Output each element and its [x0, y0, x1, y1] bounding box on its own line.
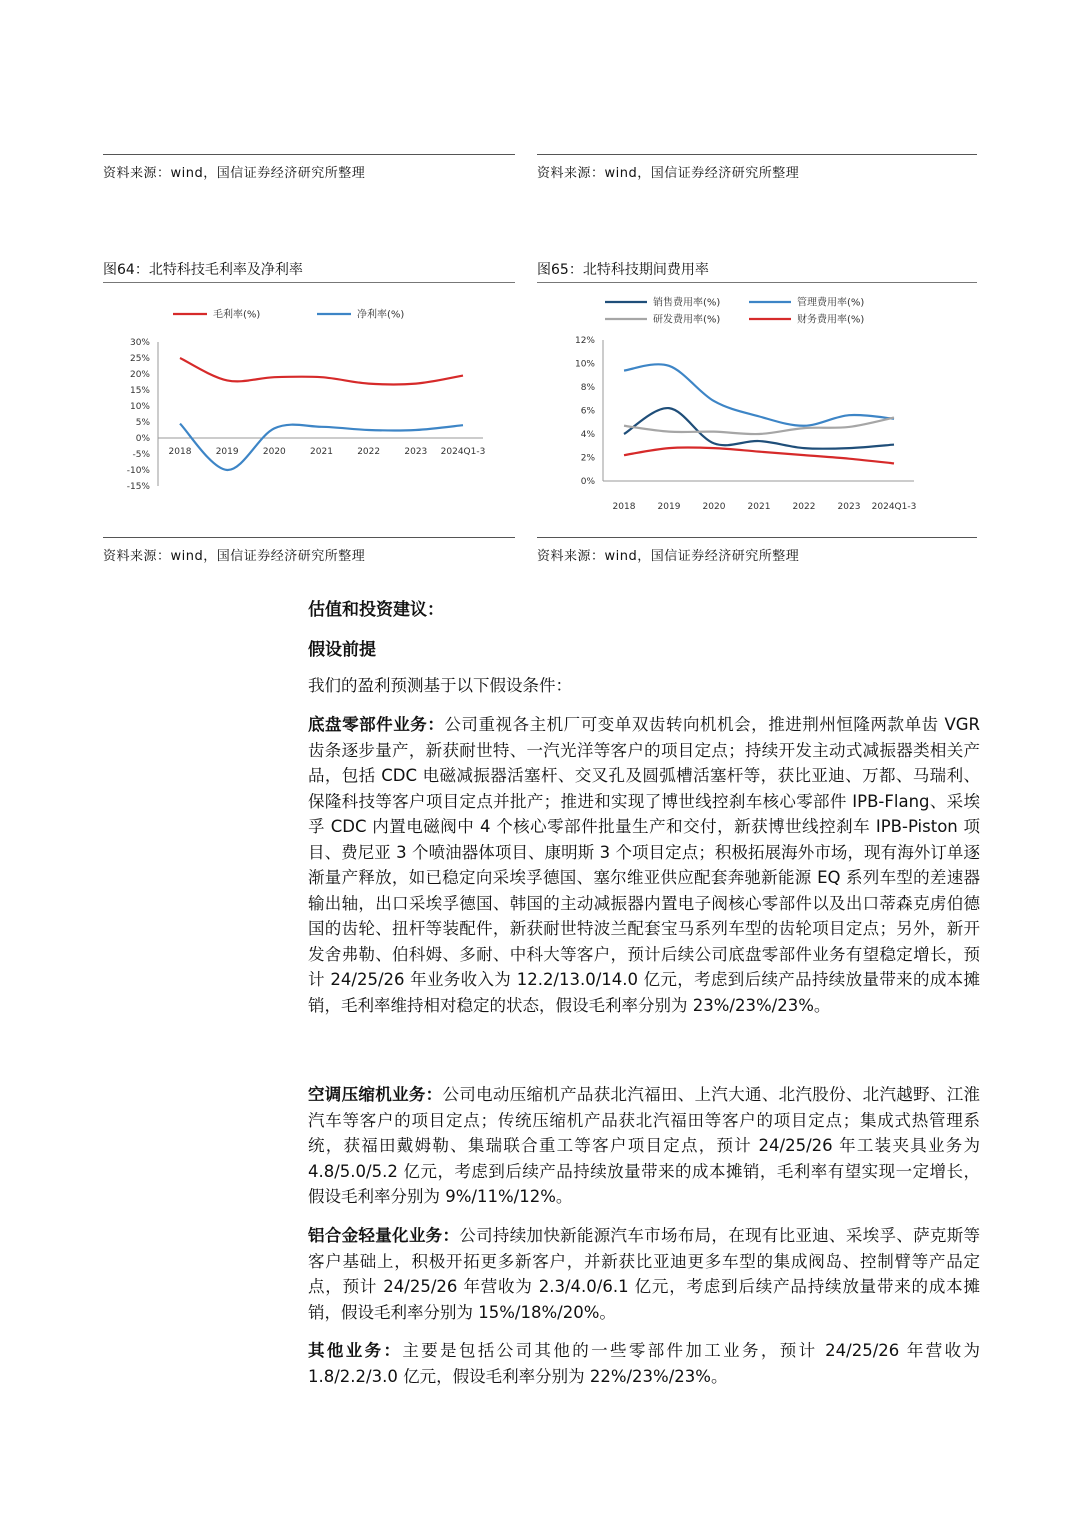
series-line — [624, 418, 894, 435]
top-left-source: 资料来源：wind，国信证券经济研究所整理 — [103, 166, 366, 181]
y-tick-label: 10% — [129, 402, 150, 412]
y-tick-label: 25% — [129, 354, 150, 364]
bottom-right-source: 资料来源：wind，国信证券经济研究所整理 — [537, 549, 800, 564]
x-tick-label: 2024Q1-3 — [440, 447, 486, 457]
paragraph-aluminum — [308, 1223, 980, 1325]
x-tick-label: 2019 — [657, 502, 681, 512]
paragraph-other-text: 主要是包括公司其他的一些零部件加工业务，预计 24/25/26 年营收为 1.8/2.2/3.0 亿元，假设毛利率分别为 22%/23%/23%。 — [308, 1341, 980, 1386]
legend-label: 销售费用率(%) — [653, 297, 721, 309]
series-line — [624, 447, 894, 463]
paragraph-chassis — [308, 712, 980, 1018]
y-tick-label: 4% — [580, 430, 595, 440]
x-tick-label: 2022 — [792, 502, 816, 512]
x-tick-label: 2020 — [702, 502, 726, 512]
y-tick-label: -10% — [126, 466, 150, 476]
y-tick-label: 6% — [580, 406, 595, 417]
y-tick-label: 15% — [129, 386, 150, 396]
paragraph-aluminum-text: 公司持续加快新能源汽车市场布局，在现有比亚迪、采埃孚、萨克斯等客户基础上，积极开拓更多新客户，并新获比亚迪更多车型的集成阀岛、控制臂等产品定点，预计 24/25/26 年营收为 2.3/4.0/6.1 亿元，考虑到后续产品持续放量带来的成本摊销，假设毛利率分别为 15%/18%/20%。 — [308, 1226, 981, 1322]
section-heading-assumptions: 假设前提 — [308, 640, 376, 660]
y-tick-label: 30% — [129, 338, 150, 348]
x-tick-label: 2023 — [837, 502, 861, 512]
figure-65-title: 图65：北特科技期间费用率 — [537, 262, 709, 278]
x-tick-label: 2023 — [404, 447, 428, 457]
x-tick-label: 2018 — [612, 502, 636, 512]
intro-text: 我们的盈利预测基于以下假设条件： — [308, 676, 572, 695]
bottom-left-source: 资料来源：wind，国信证券经济研究所整理 — [103, 549, 366, 564]
y-tick-label: 0% — [580, 477, 595, 487]
y-tick-label: 5% — [135, 418, 150, 428]
paragraph-compressor-text: 公司电动压缩机产品获北汽福田、上汽大通、北汽股份、北汽越野、江淮汽车等客户的项目定点；传统压缩机产品获北汽福田等客户的项目定点；集成式热管理系统，获福田戴姆勒、集瑞联合重工等客户项目定点，预计 24/25/26 年工装夹具业务为 4.8/5.0/5.2 亿元，考虑到后续产品持续放量带来的成本摊销，毛利率有望实现一定增长，假设毛利率分别为 9%/11%/12%。 — [308, 1085, 981, 1206]
paragraph-compressor — [308, 1082, 980, 1210]
y-tick-label: 8% — [580, 383, 595, 393]
legend-label: 管理费用率(%) — [797, 297, 865, 309]
x-tick-label: 2019 — [215, 447, 239, 457]
series-line — [180, 358, 463, 385]
margin-line-chart — [103, 290, 515, 530]
x-tick-label: 2021 — [747, 502, 771, 512]
figure-65-title-rule — [537, 282, 977, 283]
y-tick-label: 20% — [129, 370, 150, 380]
paragraph-other-lead: 其他业务： — [308, 1341, 403, 1360]
legend-label: 研发费用率(%) — [653, 314, 721, 326]
y-tick-label: 12% — [574, 336, 595, 346]
x-tick-label: 2021 — [310, 447, 333, 457]
top-left-source-rule — [103, 154, 515, 155]
top-right-source: 资料来源：wind，国信证券经济研究所整理 — [537, 166, 800, 181]
paragraph-aluminum-lead: 铝合金轻量化业务： — [308, 1226, 460, 1245]
section-heading-valuation: 估值和投资建议： — [308, 600, 444, 620]
y-tick-label: 10% — [574, 359, 595, 370]
legend-label: 毛利率(%) — [213, 309, 261, 321]
paragraph-chassis-text: 公司重视各主机厂可变单双齿转向机机会，推进荆州恒隆两款单齿 VGR 齿条逐步量产，新获耐世特、一汽光洋等客户的项目定点；持续开发主动式减振器类相关产品，包括 CDC 电磁减振器活塞杆、交叉孔及圆弧槽活塞杆等，获比亚迪、万都、马瑞利、保隆科技等客户项目定点并批产；推进和实现了博世线控刹车核心零部件 IPB-Flang、采埃孚 CDC 内置电磁阀中 4 个核心零部件批量生产和交付，新获博世线控刹车 IPB-Piston 项目、费尼亚 3 个喷油器体项目、康明斯 3 个项目定点；积极拓展海外市场，现有海外订单逐渐量产释放，如已稳定向采埃孚德国、塞尔维亚供应配套奔驰新能源 EQ 系列车型的差速器输出轴，出口采埃孚德国、韩国的主动减振器内置电子阀核心零部件以及出口蒂森克虏伯德国的齿轮、扭杆等装配件，新获耐世特波兰配套宝马系列车型的齿轮项目定点；另外，新开发舍弗勒、伯科姆、多耐、中科大等客户，预计后续公司底盘零部件业务有望稳定增长，预计 24/25/26 年业务收入为 12.2/13.0/14.0 亿元，考虑到后续产品持续放量带来的成本摊销，毛利率维持相对稳定的状态，假设毛利率分别为 23%/23%/23%。 — [308, 715, 980, 1015]
y-tick-label: -15% — [126, 482, 150, 492]
x-tick-label: 2020 — [262, 447, 286, 457]
paragraph-chassis-lead: 底盘零部件业务： — [308, 715, 445, 734]
y-tick-label: 2% — [580, 453, 595, 464]
figure-64-title-rule — [103, 282, 515, 283]
figure-64-title: 图64：北特科技毛利率及净利率 — [103, 262, 303, 278]
x-tick-label: 2018 — [168, 447, 192, 457]
top-right-source-rule — [537, 154, 977, 155]
legend-label: 财务费用率(%) — [797, 314, 865, 326]
series-line — [624, 364, 894, 425]
y-tick-label: 0% — [135, 434, 150, 444]
legend-label: 净利率(%) — [357, 309, 405, 321]
bottom-left-source-rule — [103, 537, 515, 538]
x-tick-label: 2024Q1-3 — [871, 502, 917, 512]
x-tick-label: 2022 — [357, 447, 381, 457]
bottom-right-source-rule — [537, 537, 977, 538]
paragraph-other — [308, 1338, 980, 1389]
paragraph-compressor-lead: 空调压缩机业务： — [308, 1085, 443, 1104]
expense-ratio-line-chart — [537, 290, 977, 530]
y-tick-label: -5% — [132, 450, 150, 460]
